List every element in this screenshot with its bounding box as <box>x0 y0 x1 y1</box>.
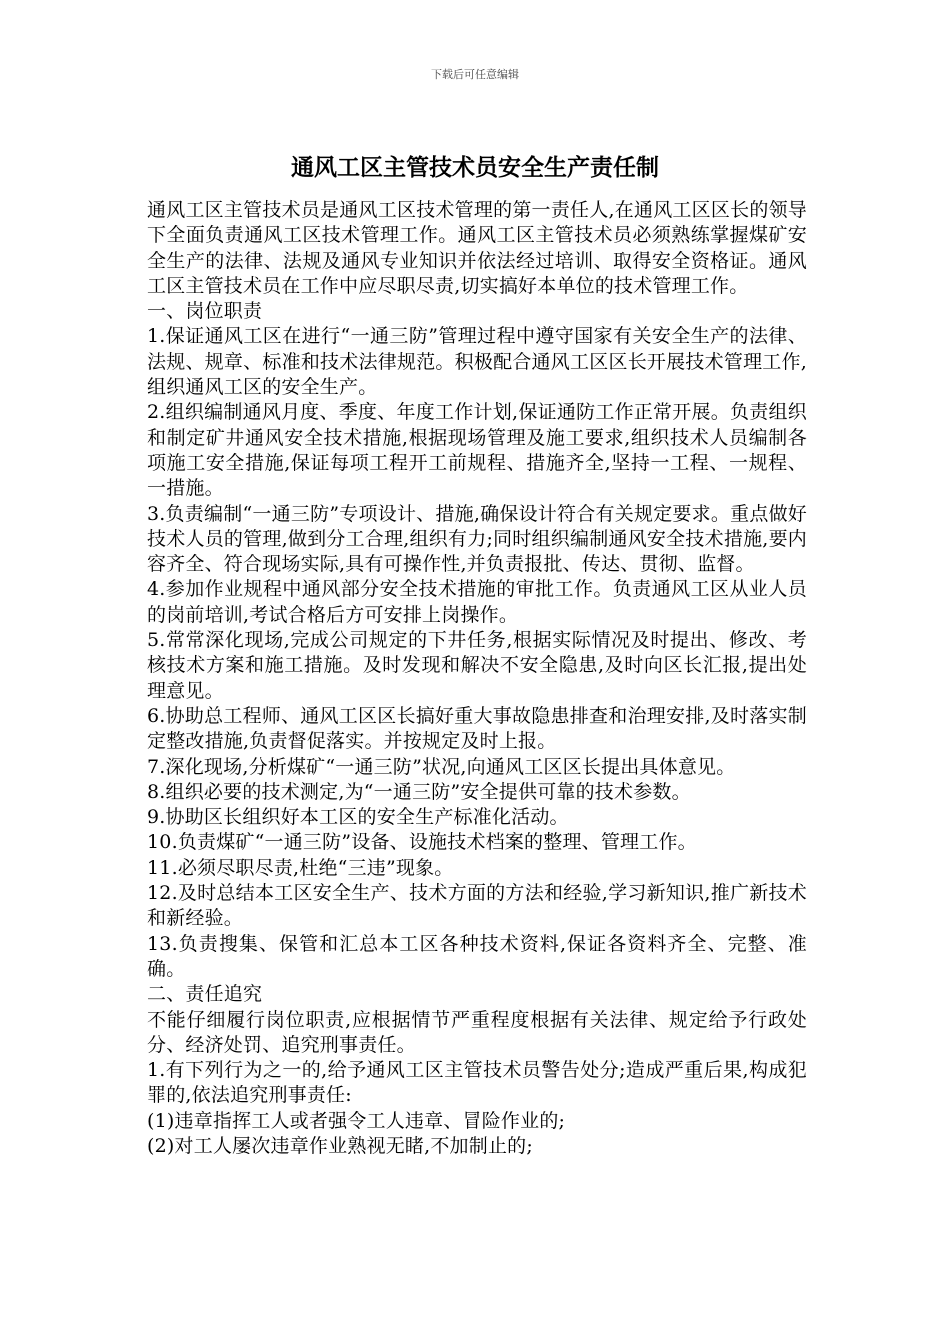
duty-item-2: 2.组织编制通风月度、季度、年度工作计划,保证通防工作正常开展。负责组织和制定矿井通风安全技术措施,根据现场管理及施工要求,组织技术人员编制各项施工安全措施,保证每项工程开工前规程、措施齐全,坚持一工程、一规程、一措施。 <box>147 401 807 500</box>
duty-item-9: 9.协助区长组织好本工区的安全生产标准化活动。 <box>147 806 569 829</box>
document-title: 通风工区主管技术员安全生产责任制 <box>291 155 659 181</box>
duty-item-11: 11.必须尽职尽责,杜绝“三违”现象。 <box>147 856 454 879</box>
section-heading-duties: 一、岗位职责 <box>147 300 263 323</box>
header-note: 下载后可任意编辑 <box>431 68 519 81</box>
duty-item-10: 10.负责煤矿“一通三防”设备、设施技术档案的整理、管理工作。 <box>147 831 697 854</box>
duty-item-5: 5.常常深化现场,完成公司规定的下井任务,根据实际情况及时提出、修改、考核技术方案和施工措施。及时发现和解决不安全隐患,及时向区长汇报,提出处理意见。 <box>147 629 807 702</box>
accountability-item-1: 1.有下列行为之一的,给予通风工区主管技术员警告处分;造成严重后果,构成犯罪的,依法追究刑事责任: <box>147 1059 807 1107</box>
section-heading-accountability: 二、责任追究 <box>147 983 263 1006</box>
accountability-subitem-2: (2)对工人屡次违章作业熟视无睹,不加制止的; <box>147 1134 533 1157</box>
duty-item-1: 1.保证通风工区在进行“一通三防”管理过程中遵守国家有关安全生产的法律、法规、规章、标准和技术法律规范。积极配合通风工区区长开展技术管理工作,组织通风工区的安全生产。 <box>147 325 807 399</box>
duty-item-12: 12.及时总结本工区安全生产、技术方面的方法和经验,学习新知识,推广新技术和新经验。 <box>147 882 807 930</box>
duty-item-6: 6.协助总工程师、通风工区区长搞好重大事故隐患排查和治理安排,及时落实制定整改措施,负责督促落实。并按规定及时上报。 <box>147 704 807 753</box>
accountability-subitem-1: (1)违章指挥工人或者强令工人违章、冒险作业的; <box>147 1109 566 1132</box>
duty-item-3: 3.负责编制“一通三防”专项设计、措施,确保设计符合有关规定要求。重点做好技术人员的管理,做到分工合理,组织有力;同时组织编制通风安全技术措施,要内容齐全、符合现场实际,具有可操作性,并负责报批、传达、贯彻、监督。 <box>147 502 807 576</box>
accountability-intro: 不能仔细履行岗位职责,应根据情节严重程度根据有关法律、规定给予行政处分、经济处罚、追究刑事责任。 <box>147 1008 807 1056</box>
intro-paragraph: 通风工区主管技术员是通风工区技术管理的第一责任人,在通风工区区长的领导下全面负责通风工区技术管理工作。通风工区主管技术员必须熟练掌握煤矿安全生产的法律、法规及通风专业知识并依法经过培训、取得安全资格证。通风工区主管技术员在工作中应尽职尽责,切实搞好本单位的技术管理工作。 <box>147 199 807 297</box>
duty-item-4: 4.参加作业规程中通风部分安全技术措施的审批工作。负责通风工区从业人员的岗前培训,考试合格后方可安排上岗操作。 <box>147 578 807 626</box>
duty-item-8: 8.组织必要的技术测定,为“一通三防”安全提供可靠的技术参数。 <box>147 780 691 803</box>
duty-item-13: 13.负责搜集、保管和汇总本工区各种技术资料,保证各资料齐全、完整、准确。 <box>147 932 807 980</box>
document-body <box>147 198 807 1159</box>
duty-item-7: 7.深化现场,分析煤矿“一通三防”状况,向通风工区区长提出具体意见。 <box>147 755 736 778</box>
